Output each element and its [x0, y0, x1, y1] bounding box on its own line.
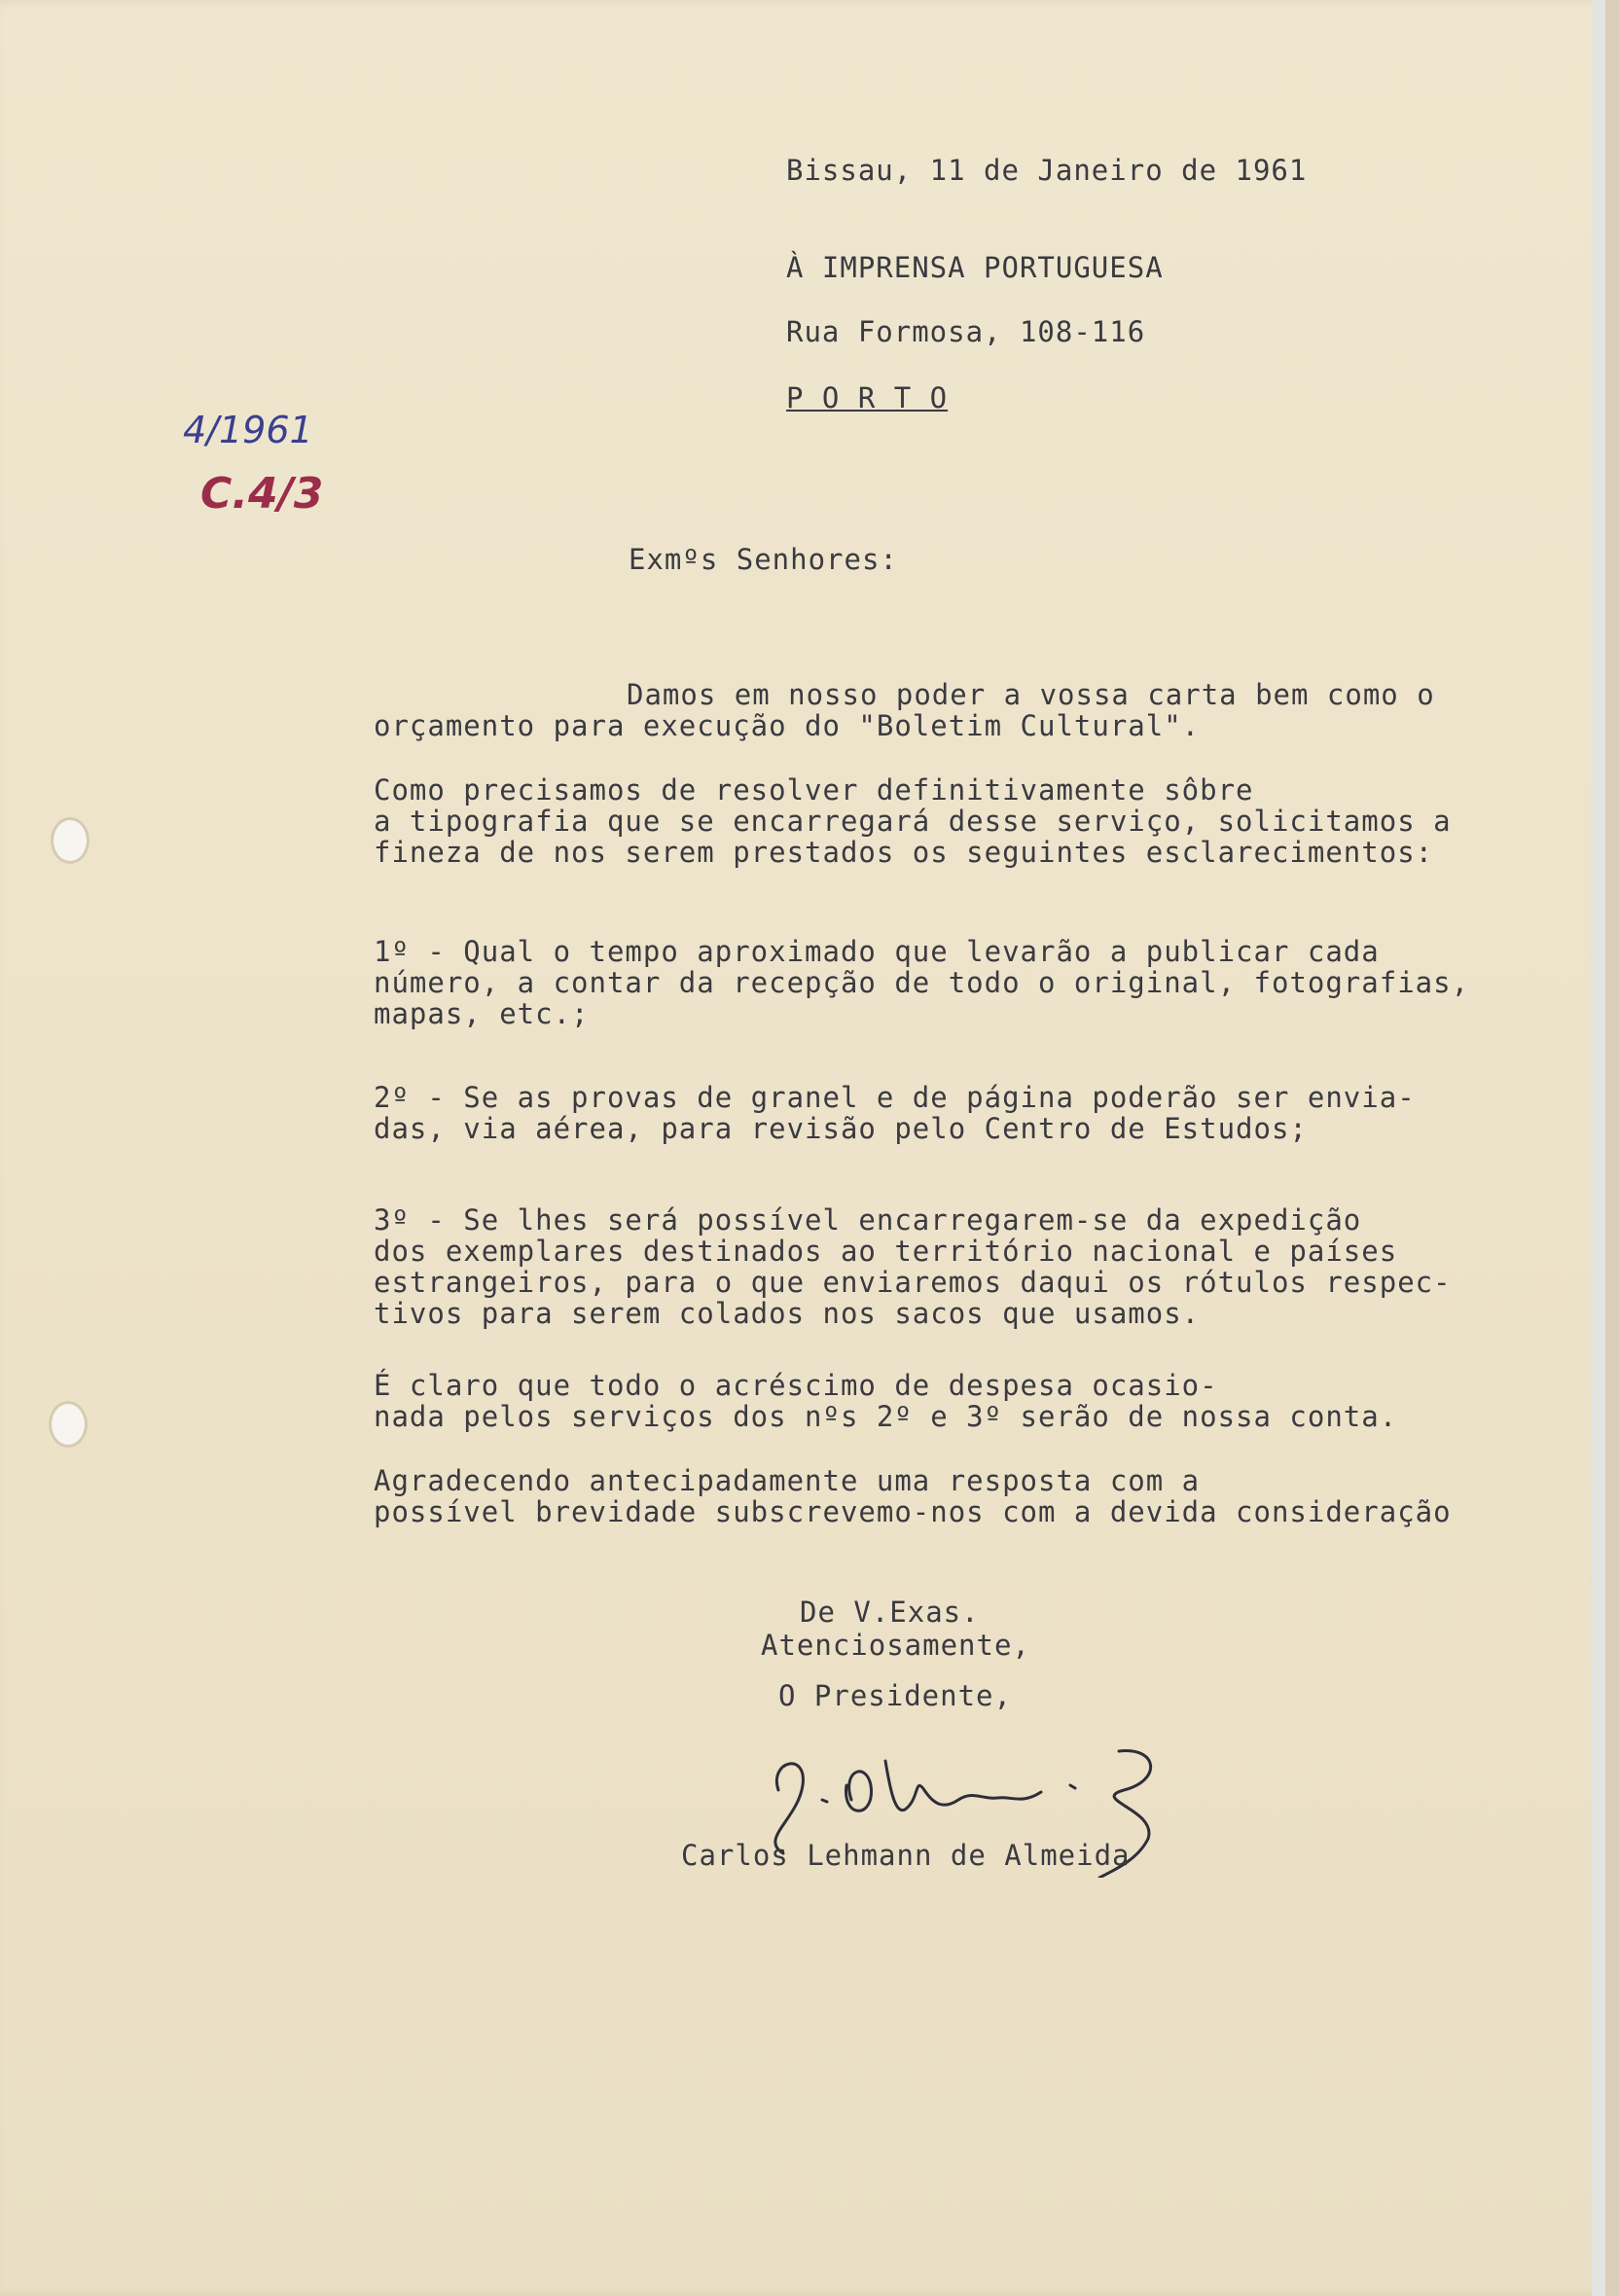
item-3: 3º - Se lhes será possível encarregarem-se da expedição dos exemplares destinados ao território nacional e países estrangeiros, para o que enviaremos daqui os rótulos respec- tivos para serem colados nos sacos que usamos.	[374, 1203, 1452, 1330]
letter-date: Bissau, 11 de Janeiro de 1961	[786, 154, 1308, 187]
paragraph-request: Como precisamos de resolver definitivamente sôbre a tipografia que se encarregará desse serviço, solicitamos a fineza de nos serem prestados os seguintes esclarecimentos:	[374, 773, 1452, 869]
punch-hole-top	[51, 817, 90, 864]
signoff-line-2: Atenciosamente,	[761, 1629, 1030, 1662]
signatory-name: Carlos Lehmann de Almeida	[681, 1839, 1131, 1872]
item-1: 1º - Qual o tempo aproximado que levarão a publicar cada número, a contar da recepção de todo o original, fotografias, mapas, etc.;	[374, 935, 1470, 1030]
recipient-city: P O R T O	[786, 381, 949, 414]
signoff-line-1: De V.Exas.	[800, 1596, 980, 1629]
recipient-street: Rua Formosa, 108-116	[786, 315, 1146, 348]
paragraph-costs: É claro que todo o acréscimo de despesa ocasio- nada pelos serviços dos nºs 2º e 3º serão de nossa conta.	[374, 1369, 1398, 1433]
scan-edge	[1592, 0, 1605, 2296]
paragraph-intro: Damos em nosso poder a vossa carta bem como o orçamento para execução do "Boletim Cultural".	[374, 678, 1435, 742]
item-2: 2º - Se as provas de granel e de página poderão ser envia- das, via aérea, para revisão pelo Centro de Estudos;	[374, 1081, 1416, 1145]
recipient-name: À IMPRENSA PORTUGUESA	[786, 251, 1164, 284]
marginal-note-code: C.4/3	[200, 469, 324, 519]
signoff-line-3: O Presidente,	[778, 1679, 1012, 1712]
marginal-note-number: 4/1961	[183, 409, 313, 451]
salutation: Exmºs Senhores:	[629, 543, 898, 576]
punch-hole-bottom	[49, 1401, 88, 1448]
paragraph-thanks: Agradecendo antecipadamente uma resposta com a possível brevidade subscrevemo-nos com a devida consideração	[374, 1464, 1452, 1528]
